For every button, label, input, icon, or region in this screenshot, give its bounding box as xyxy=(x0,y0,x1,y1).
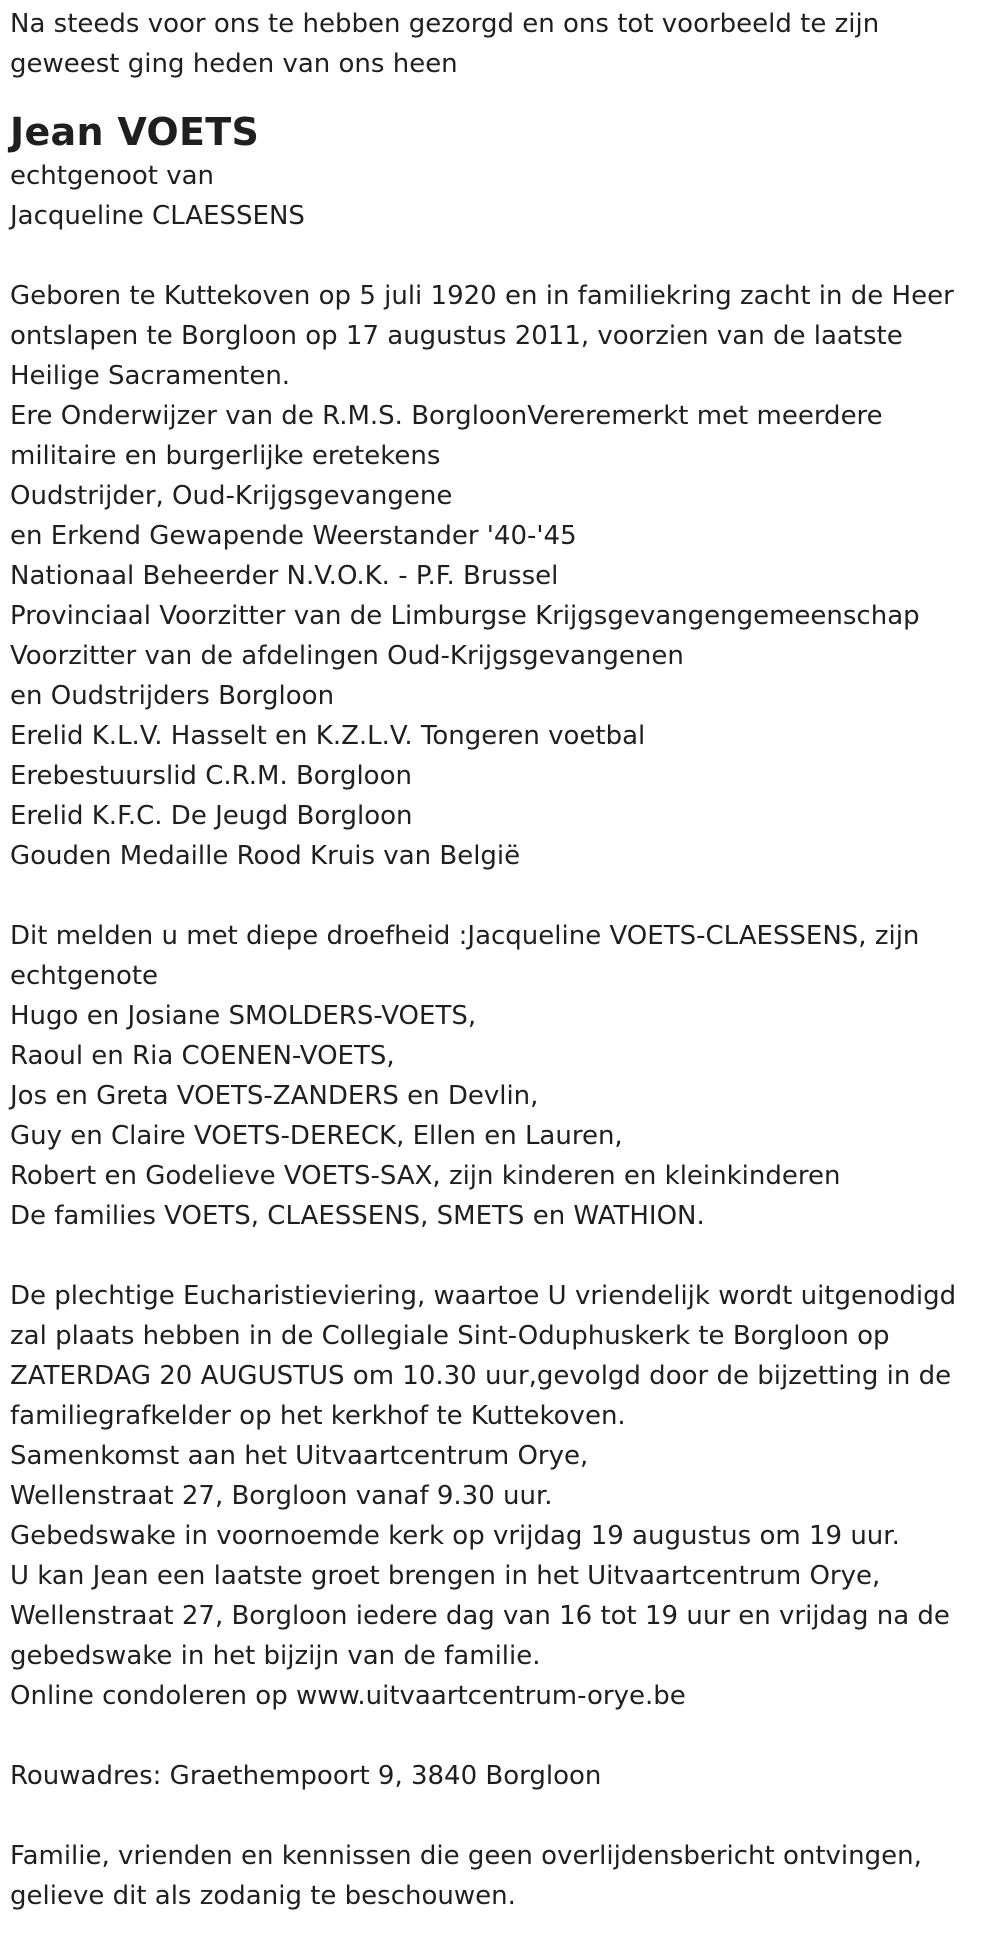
title-line: Erelid K.L.V. Hasselt en K.Z.L.V. Tongeren voetbal xyxy=(10,721,646,751)
spacer xyxy=(10,1236,970,1276)
intro-text: Na steeds voor ons te hebben gezorgd en ons tot voorbeeld te zijn geweest ging heden van ons heen xyxy=(10,9,880,79)
title-line: Erebestuurslid C.R.M. Borgloon xyxy=(10,761,412,791)
title-line: en Oudstrijders Borgloon xyxy=(10,681,335,711)
spacer xyxy=(10,876,970,916)
birth-death-text: Geboren te Kuttekoven op 5 juli 1920 en in familiekring zacht in de Heer ontslapen te Borgloon op 17 augustus 2011, voorzien van de laatste Heilige Sacramenten. xyxy=(10,281,954,391)
visit-text: U kan Jean een laatste groet brengen in het Uitvaartcentrum Orye, Wellenstraat 27, Borgloon iedere dag van 16 tot 19 uur en vrijdag na de gebedswake in het bijzijn van de familie. xyxy=(10,1561,950,1671)
title-line: Provinciaal Voorzitter van de Limburgse Krijgsgevangengemeenschap xyxy=(10,601,920,631)
online-condolence: Online condoleren op www.uitvaartcentrum-orye.be xyxy=(10,1681,686,1711)
family-line: Robert en Godelieve VOETS-SAX, zijn kinderen en kleinkinderen xyxy=(10,1161,841,1191)
gathering-line: Wellenstraat 27, Borgloon vanaf 9.30 uur. xyxy=(10,1481,553,1511)
family-line: Hugo en Josiane SMOLDERS-VOETS, xyxy=(10,1001,477,1031)
family-line: Guy en Claire VOETS-DERECK, Ellen en Lauren, xyxy=(10,1121,623,1151)
title-line: Ere Onderwijzer van de R.M.S. BorgloonVereremerkt met meerdere militaire en burgerlijke eretekens xyxy=(10,401,883,471)
family-line: Raoul en Ria COENEN-VOETS, xyxy=(10,1041,395,1071)
family-line: De families VOETS, CLAESSENS, SMETS en WATHION. xyxy=(10,1201,705,1231)
title-line: Nationaal Beheerder N.V.O.K. - P.F. Brussel xyxy=(10,561,559,591)
mourning-address: Rouwadres: Graethempoort 9, 3840 Borgloon xyxy=(10,1761,602,1791)
title-line: Oudstrijder, Oud-Krijgsgevangene xyxy=(10,481,453,511)
title-line: Erelid K.F.C. De Jeugd Borgloon xyxy=(10,801,413,831)
spouse-label: echtgenoot van xyxy=(10,161,215,191)
title-line: Gouden Medaille Rood Kruis van België xyxy=(10,841,521,871)
spacer xyxy=(10,1716,970,1756)
spacer xyxy=(10,236,970,276)
title-line: en Erkend Gewapende Weerstander '40-'45 xyxy=(10,521,577,551)
gathering-line: Gebedswake in voornoemde kerk op vrijdag 19 augustus om 19 uur. xyxy=(10,1521,900,1551)
closing-text: Familie, vrienden en kennissen die geen overlijdensbericht ontvingen, gelieve dit als zodanig te beschouwen. xyxy=(10,1841,922,1911)
title-line: Voorzitter van de afdelingen Oud-Krijgsgevangenen xyxy=(10,641,684,671)
spacer xyxy=(10,1796,970,1836)
gathering-line: Samenkomst aan het Uitvaartcentrum Orye, xyxy=(10,1441,589,1471)
ceremony-text: De plechtige Eucharistieviering, waartoe U vriendelijk wordt uitgenodigd zal plaats hebben in de Collegiale Sint-Oduphuskerk te Borgloon op ZATERDAG 20 AUGUSTUS om 10.30 uur,gevolgd door de bijzetting in de familiegrafkelder op het kerkhof te Kuttekoven. xyxy=(10,1281,957,1431)
family-line: Jos en Greta VOETS-ZANDERS en Devlin, xyxy=(10,1081,539,1111)
spouse-name: Jacqueline CLAESSENS xyxy=(10,201,305,231)
family-intro: Dit melden u met diepe droefheid :Jacqueline VOETS-CLAESSENS, zijn echtgenote xyxy=(10,921,920,991)
deceased-name: Jean VOETS xyxy=(10,110,260,154)
